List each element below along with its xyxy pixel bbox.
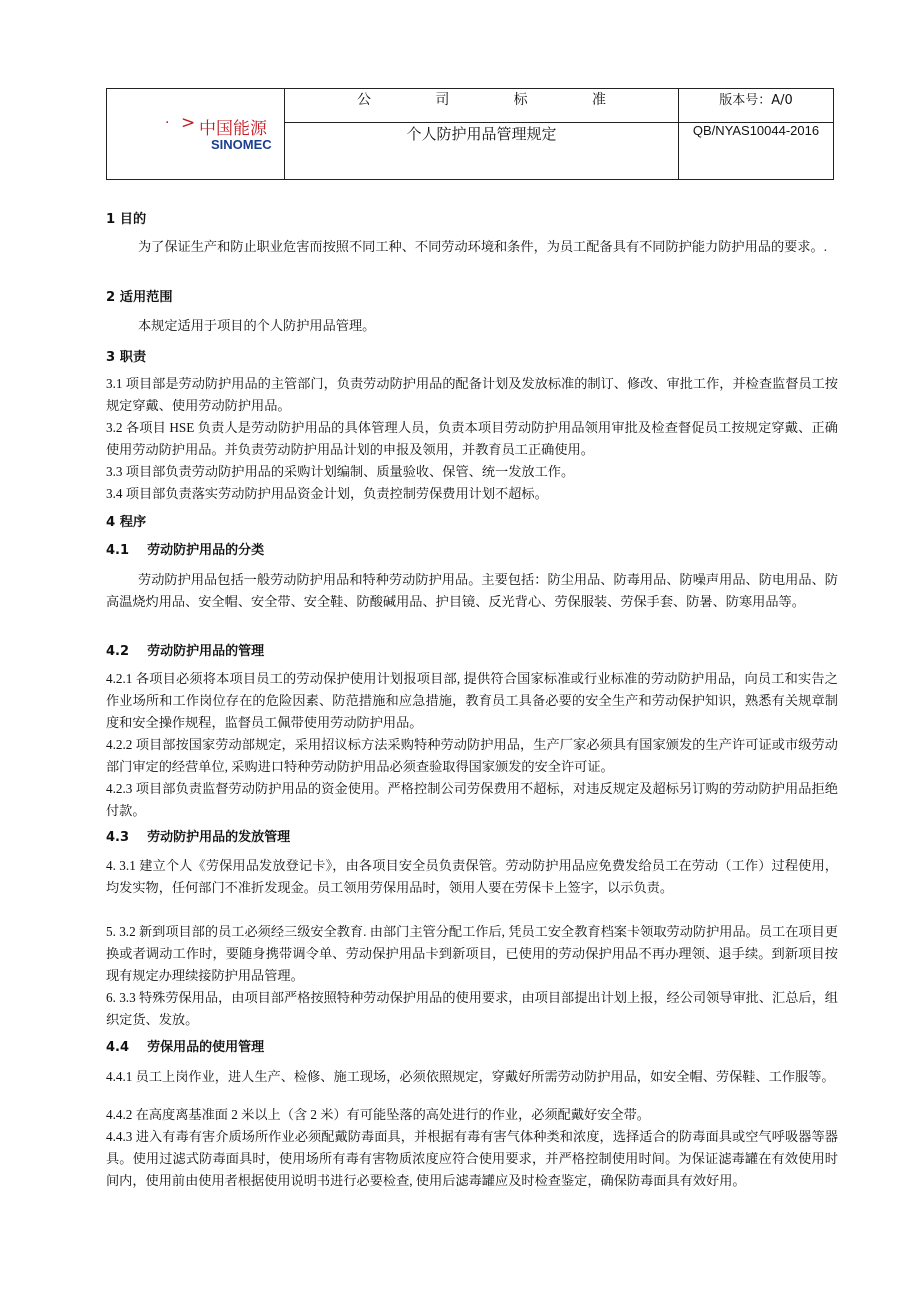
standard-char: 准 (591, 92, 606, 108)
section-3-heading: 3 职责 (106, 350, 147, 365)
header-table (106, 88, 834, 180)
company-logo (159, 111, 289, 155)
section-4-4-3: 4.4.3 进入有毒有害介质场所作业必须配戴防毒面具，并根据有毒有害气体种类和浓度，选择适合的防毒面具或空气呼吸器等器具。使用过滤式防毒面具时，使用场所有毒有害物质浓度应符合使用要求，并严格控制使用时间。为保证滤毒罐在有效使用时间内，使用前由使用者根据使用说明书进行必要检查, 使用后滤毒罐应及时检查鉴定，确保防毒面具有效好用。 (106, 1129, 838, 1188)
section-4-2-3: 4.2.3 项目部负责监督劳动防护用品的资金使用。严格控制公司劳保费用不超标，对违反规定及超标另订购的劳动防护用品拒绝付款。 (106, 781, 838, 818)
standard-char: 标 (513, 92, 528, 108)
section-2-paragraph: 本规定适用于项目的个人防护用品管理。 (138, 318, 376, 333)
logo-english-text: SINOMEC (211, 137, 272, 152)
section-4-2-2: 4.2.2 项目部按国家劳动部规定，采用招议标方法采购特种劳动防护用品，生产厂家必须具有国家颁发的生产许可证或市级劳动部门审定的经营单位, 采购进口特种劳动防护用品必须查验取得国家颁发的安全许可证。 (106, 737, 838, 774)
section-3-1: 3.1 项目部是劳动防护用品的主管部门，负责劳动防护用品的配备计划及发放标准的制订、修改、审批工作，并检查监督员工按规定穿戴、使用劳动防护用品。 (106, 376, 838, 413)
section-4-3-heading: 4.3 劳动防护用品的发放管理 (106, 830, 291, 845)
section-1-paragraph: 为了保证生产和防止职业危害而按照不同工种、不同劳动环境和条件，为员工配备具有不同防护能力防护用品的要求。. (138, 239, 828, 254)
doc-title: 个人防护用品管理规定 (285, 123, 679, 179)
section-4-1-paragraph: 劳动防护用品包括一般劳动防护用品和特种劳动防护用品。主要包括：防尘用品、防毒用品、防噪声用品、防电用品、防高温烧灼用品、安全帽、安全带、安全鞋、防酸碱用品、护目镜、反光背心、劳保服装、劳保手套、防暑、防寒用品等。 (106, 572, 838, 609)
section-3-2: 3.2 各项目 HSE 负责人是劳动防护用品的具体管理人员，负责本项目劳动防护用品领用审批及检查督促员工按规定穿戴、正确使用劳动防护用品。并负责劳动防护用品计划的申报及领用，并教育员工正确使用。 (106, 420, 838, 457)
standard-char: 公 (357, 92, 371, 108)
section-4-3-3: 6. 3.3 特殊劳保用品，由项目部严格按照特种劳动保护用品的使用要求，由项目部提出计划上报，经公司领导审批、汇总后，组织定货、发放。 (106, 990, 838, 1027)
section-3-4: 3.4 项目部负责落实劳动防护用品资金计划，负责控制劳保费用计划不超标。 (106, 486, 548, 501)
logo-arrow-icon: > (181, 113, 196, 133)
section-4-4-heading: 4.4 劳保用品的使用管理 (106, 1040, 265, 1055)
section-4-4-1: 4.4.1 员工上岗作业，进人生产、检修、施工现场，必须依照规定，穿戴好所需劳动防护用品，如安全帽、劳保鞋、工作服等。 (106, 1069, 835, 1084)
section-4-heading: 4 程序 (106, 515, 147, 530)
version-number: 版本号：A/0 (679, 89, 833, 123)
section-4-2-1: 4.2.1 各项目必须将本项目员工的劳动保护使用计划报项目部, 提供符合国家标准或行业标准的劳动防护用品，向员工和实告之作业场所和工作岗位存在的危险因素、防范措施和应急措施，教育员工具备必要的安全生产和劳动保护知识，熟悉有关规章制度和安全操作规程，监督员工佩带使用劳动防护用品。 (106, 671, 838, 730)
logo-cell (107, 89, 285, 179)
section-4-2-heading: 4.2 劳动防护用品的管理 (106, 644, 265, 659)
standard-char: 司 (435, 92, 450, 108)
section-1-heading: 1 目的 (106, 212, 147, 227)
section-4-3-1: 4. 3.1 建立个人《劳保用品发放登记卡》，由各项目安全员负责保管。劳动防护用品应免费发给员工在劳动（工作）过程使用，均发实物，任何部门不准折发现金。员工领用劳保用品时，领用人要在劳保卡上签字，以示负责。 (106, 858, 838, 895)
doc-code: QB/NYAS10044-2016 (692, 123, 820, 138)
company-standard-cell (285, 89, 679, 123)
section-3-3: 3.3 项目部负责劳动防护用品的采购计划编制、质量验收、保管、统一发放工作。 (106, 464, 575, 479)
section-4-1-heading: 4.1 劳动防护用品的分类 (106, 543, 265, 558)
logo-dot: · (165, 115, 170, 131)
section-4-3-2: 5. 3.2 新到项目部的员工必须经三级安全教育. 由部门主管分配工作后, 凭员工安全教育档案卡领取劳动防护用品。员工在项目更换或者调动工作时，要随身携带调令单、劳动保护用品卡到新项目，已使用的劳动保护用品不再办理领、退手续。到新项目按现有规定办理续接防护用品管理。 (106, 924, 838, 983)
section-4-4-2: 4.4.2 在高度离基准面 2 米以上（含 2 米）有可能坠落的高处进行的作业，必须配戴好安全带。 (106, 1107, 650, 1122)
logo-chinese-text: 中国能源 (199, 119, 267, 139)
section-2-heading: 2 适用范围 (106, 290, 173, 305)
